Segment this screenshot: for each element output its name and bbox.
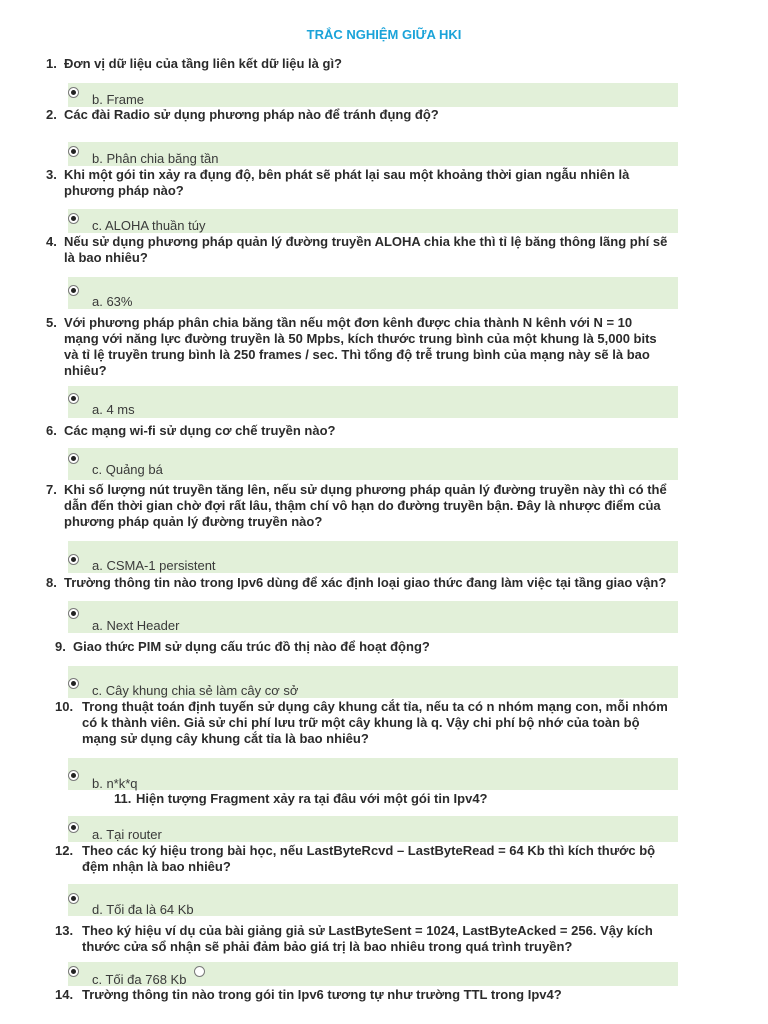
question-12 [55,843,655,875]
question-3 [46,167,629,199]
radio-selected-icon[interactable] [68,770,79,781]
radio-selected-icon[interactable] [68,213,79,224]
answer-text: c. Quảng bá [92,462,163,477]
radio-selected-icon[interactable] [68,87,79,98]
question-text: Các mạng wi-fi sử dụng cơ chế truyền nào? [64,423,336,438]
answer-5 [68,386,678,418]
question-text: Trường thông tin nào trong gói tin Ipv6 tương tự như trường TTL trong Ipv4? [82,987,562,1002]
question-text: Theo ký hiệu ví dụ của bài giảng giả sử LastByteSent = 1024, LastByteAcked = 256. Vậy kích [82,923,653,938]
question-text: và tỉ lệ truyền trung bình là 250 frames / sec. Thì tổng độ trễ trung bình của mạng này sẽ là bao [64,347,650,362]
radio-selected-icon[interactable] [68,393,79,404]
question-number: 7. [46,482,57,497]
question-4 [46,234,667,266]
question-number: 11. [114,791,132,806]
question-text: nhiêu? [64,363,107,378]
question-text: Theo các ký hiệu trong bài học, nếu LastByteRcvd – LastByteRead = 64 Kb thì kích thước bộ [82,843,656,858]
page-title: TRẮC NGHIỆM GIỮA HKI [306,27,462,42]
radio-selected-icon[interactable] [68,453,79,464]
answer-text: a. CSMA-1 persistent [92,558,216,573]
question-number: 6. [46,423,57,438]
radio-selected-icon[interactable] [68,822,79,833]
answer-text: c. ALOHA thuần túy [92,218,206,233]
answer-1 [68,83,678,107]
question-6 [46,423,335,439]
answer-6 [68,448,678,480]
question-text: có k thành viên. Giả sử chi phí lưu trữ một cây khung là q. Vậy chi phí bộ nhớ của toàn bộ [82,715,640,730]
answer-text: b. Frame [92,92,145,107]
answer-text: b. n*k*q [92,776,138,791]
answer-7 [68,541,678,573]
radio-selected-icon[interactable] [68,285,79,296]
question-number: 4. [46,234,57,249]
answer-text: a. Tại router [92,827,162,842]
answer-12 [68,884,678,916]
question-text: mạng sử dụng cây khung cắt tỉa là bao nhiêu? [82,731,369,746]
question-text: Đơn vị dữ liệu của tầng liên kết dữ liệu là gì? [64,56,343,71]
question-number: 8. [46,575,57,590]
question-number: 10. [55,699,74,714]
question-text: Hiện tượng Fragment xảy ra tại đâu với một gói tin Ipv4? [136,791,488,806]
question-text: là bao nhiêu? [64,250,148,265]
question-number: 14. [55,987,74,1002]
radio-selected-icon[interactable] [68,554,79,565]
question-number: 12. [55,843,74,858]
question-text: Khi một gói tin xảy ra đụng độ, bên phát sẽ phát lại sau một khoảng thời gian ngẫu nhiên là [64,167,630,182]
radio-selected-icon[interactable] [68,146,79,157]
answer-11 [68,816,678,842]
question-text: Nếu sử dụng phương pháp quản lý đường truyền ALOHA chia khe thì tỉ lệ băng thông lãng phí sẽ [64,234,668,249]
question-2 [46,107,439,123]
radio-empty-icon[interactable] [194,966,205,977]
radio-selected-icon[interactable] [68,893,79,904]
question-text: Trường thông tin nào trong Ipv6 dùng để xác định loại giao thức đang làm việc tại tầng giao vận? [64,575,667,590]
question-text: dẫn đến thời gian chờ đợi rất lâu, thậm chí vô hạn do đường truyền bận. Đây là nhược điểm của [64,498,661,513]
question-text: đệm nhận là bao nhiêu? [82,859,231,874]
answer-8 [68,601,678,633]
question-7 [46,482,667,530]
answer-9 [68,666,678,698]
question-number: 5. [46,315,57,330]
question-8 [46,575,666,591]
answer-4 [68,277,678,309]
answer-text: a. 4 ms [92,402,135,417]
answer-text: a. 63% [92,294,133,309]
radio-selected-icon[interactable] [68,608,79,619]
answer-text: c. Cây khung chia sẻ làm cây cơ sở [92,683,299,698]
question-14 [55,987,562,1003]
answer-text: c. Tối đa 768 Kb [92,972,187,987]
question-text: thước cửa sổ nhận sẽ phải đảm bảo giá trị là bao nhiêu trong quá trình truyền? [82,939,573,954]
question-number: 9. [55,639,66,654]
question-13 [55,923,653,955]
question-number: 1. [46,56,57,71]
answer-2 [68,142,678,166]
answer-3 [68,209,678,233]
question-10 [55,699,668,747]
question-text: Khi số lượng nút truyền tăng lên, nếu sử dụng phương pháp quản lý đường truyền này thì có thể [64,482,667,497]
question-text: mạng với năng lực đường truyền là 50 Mpbs, kích thước trung bình của một khung là 5,000 bits [64,331,657,346]
question-number: 13. [55,923,74,938]
question-text: Trong thuật toán định tuyến sử dụng cây khung cắt tỉa, nếu ta có n nhóm mạng con, mỗi nhóm [82,699,668,714]
question-text: Với phương pháp phân chia băng tần nếu một đơn kênh được chia thành N kênh với N = 10 [64,315,633,330]
answer-text: a. Next Header [92,618,180,633]
question-9 [55,639,430,655]
answer-10 [68,758,678,790]
answer-13 [68,962,678,986]
question-text: phương pháp quản lý đường truyền nào? [64,514,323,529]
question-5 [46,315,657,379]
question-number: 3. [46,167,57,182]
question-text: phương pháp nào? [64,183,184,198]
answer-text: d. Tối đa là 64 Kb [92,902,194,917]
question-number: 2. [46,107,57,122]
question-text: Các đài Radio sử dụng phương pháp nào để tránh đụng độ? [64,107,439,122]
radio-selected-icon[interactable] [68,966,79,977]
radio-selected-icon[interactable] [68,678,79,689]
answer-text: b. Phân chia băng tần [92,151,219,166]
question-text: Giao thức PIM sử dụng cấu trúc đồ thị nào để hoạt động? [73,639,430,654]
question-1 [46,56,342,72]
question-11 [114,791,488,807]
